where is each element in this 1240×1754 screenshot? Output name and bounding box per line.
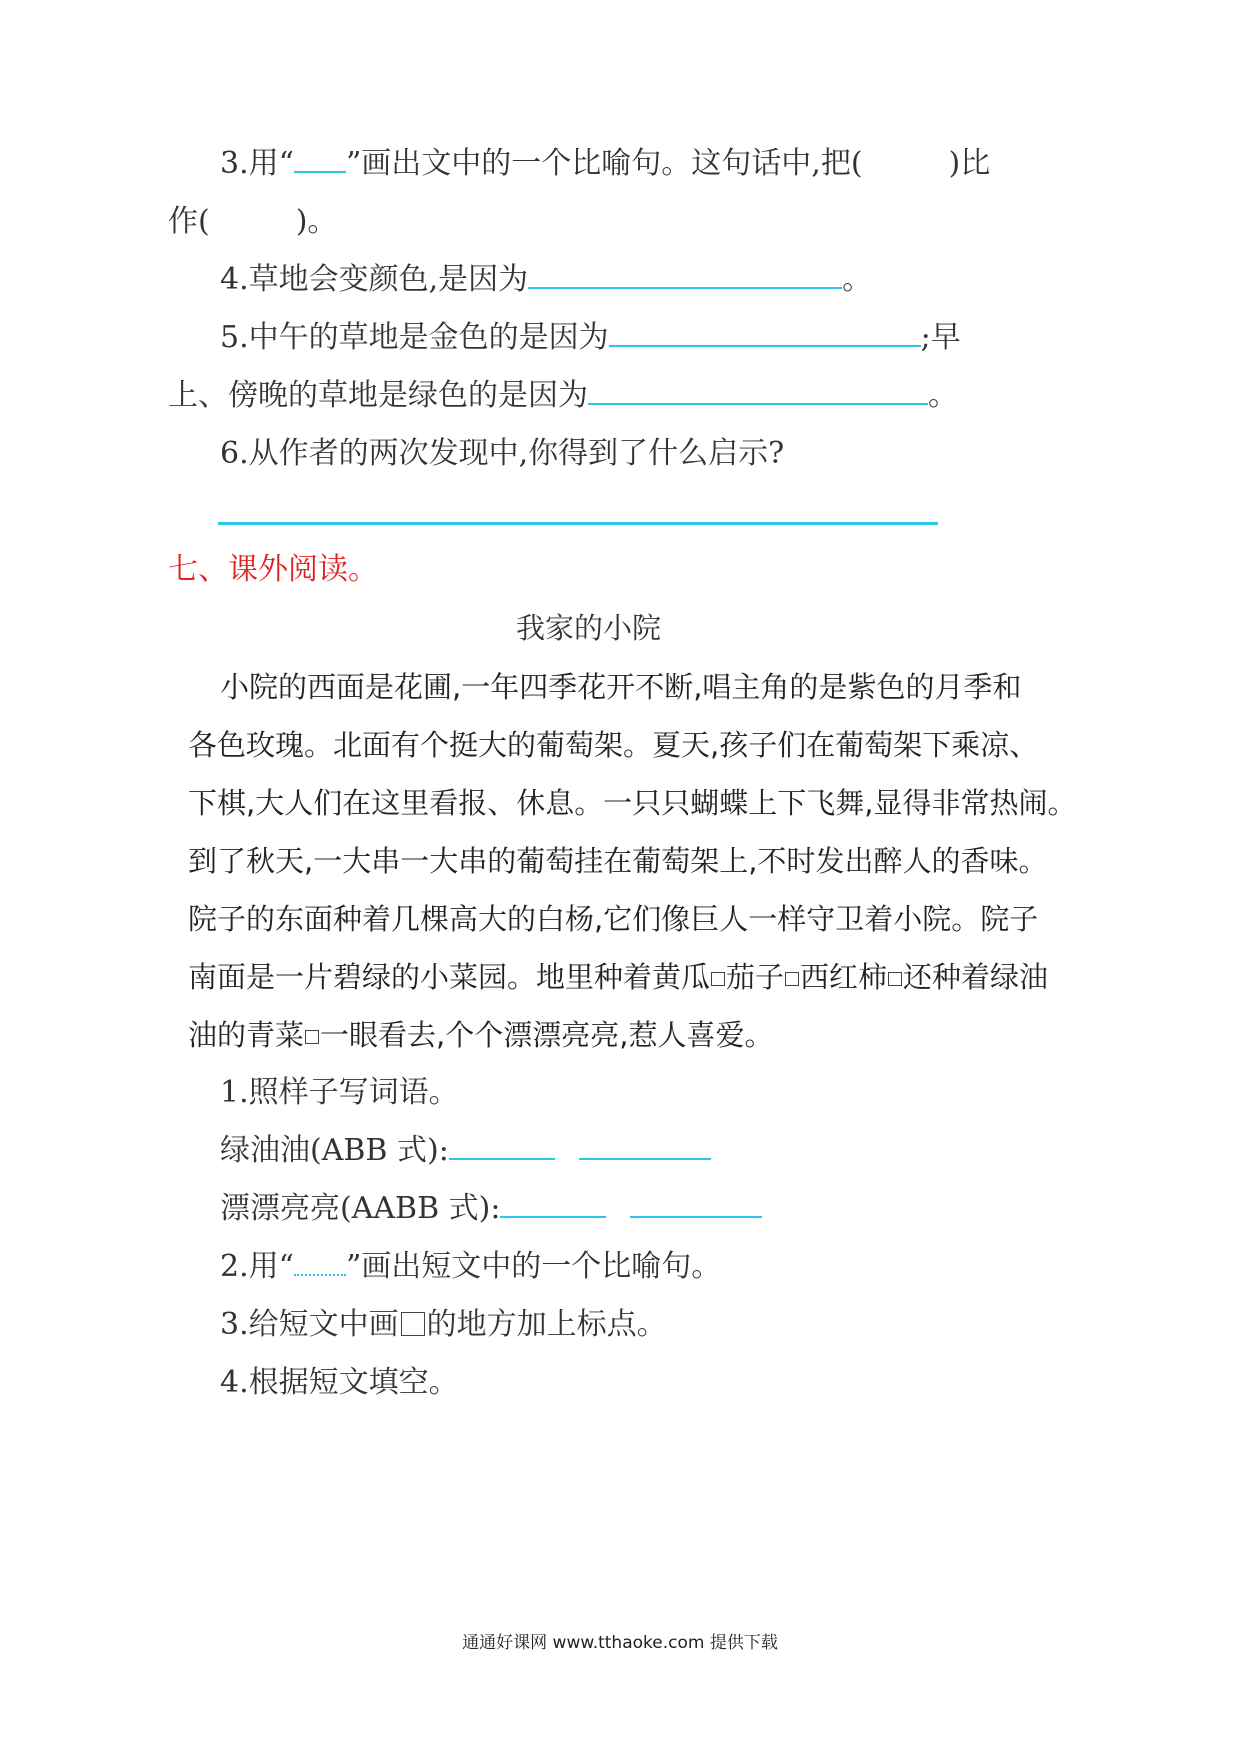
answer-blank[interactable] [528,261,842,289]
story-line: 院子的东面种着几棵高大的白杨,它们像巨人一样守卫着小院。院子 [188,902,1039,936]
abb-words: 绿油油(ABB 式): [220,1129,711,1173]
word-blank[interactable] [579,1132,711,1160]
punctuation-box[interactable] [711,972,725,986]
question-5-line-1: 5.中午的草地是金色的是因为 ;早 [220,320,961,355]
question-5-line-2: 上、傍晚的草地是绿色的是因为 。 [168,378,958,413]
story-line: 小院的西面是花圃,一年四季花开不断,唱主角的是紫色的月季和 [220,670,1022,704]
punctuation-box[interactable] [305,1030,319,1044]
aabb-words: 漂漂亮亮(AABB 式): [220,1187,762,1231]
sub-question-2: 2.用“ ”画出短文中的一个比喻句。 [220,1249,722,1284]
section-7-title: 七、课外阅读。 [168,552,378,587]
sub-question-1: 1.照样子写词语。 [220,1075,459,1110]
story-line: 各色玫瑰。北面有个挺大的葡萄架。夏天,孩子们在葡萄架下乘凉、 [188,728,1039,762]
story-title: 我家的小院 [516,611,662,645]
story-line: 到了秋天,一大串一大串的葡萄挂在葡萄架上,不时发出醉人的香味。 [188,844,1048,878]
footer-text: 通通好课网 www.tthaoke.com 提供下载 [462,1633,778,1653]
story-line: 油的青菜 一眼看去,个个漂漂亮亮,惹人喜爱。 [188,1018,774,1052]
answer-blank[interactable] [609,319,921,347]
sub-question-3: 3.给短文中画 的地方加上标点。 [220,1307,667,1342]
question-6: 6.从作者的两次发现中,你得到了什么启示? [220,436,785,471]
answer-line[interactable] [218,522,938,525]
story-line: 下棋,大人们在这里看报、休息。一只只蝴蝶上下飞舞,显得非常热闹。 [188,786,1077,820]
wavy-underline-sample [294,1248,346,1276]
answer-blank[interactable] [588,377,928,405]
punctuation-box[interactable] [888,972,902,986]
question-4: 4.草地会变颜色,是因为 。 [220,262,873,297]
story-line: 南面是一片碧绿的小菜园。地里种着黄瓜 茄子 西红柿 还种着绿油 [188,960,1049,994]
question-3-line-2: 作( )。 [168,204,338,239]
sub-question-4: 4.根据短文填空。 [220,1365,459,1400]
word-blank[interactable] [500,1190,606,1218]
punctuation-box[interactable] [785,972,799,986]
box-icon [401,1312,425,1336]
word-blank[interactable] [449,1132,555,1160]
question-3-line-1: 3.用“ ”画出文中的一个比喻句。这句话中,把( )比 [220,146,991,181]
underline-blank[interactable] [294,145,346,173]
word-blank[interactable] [630,1190,762,1218]
